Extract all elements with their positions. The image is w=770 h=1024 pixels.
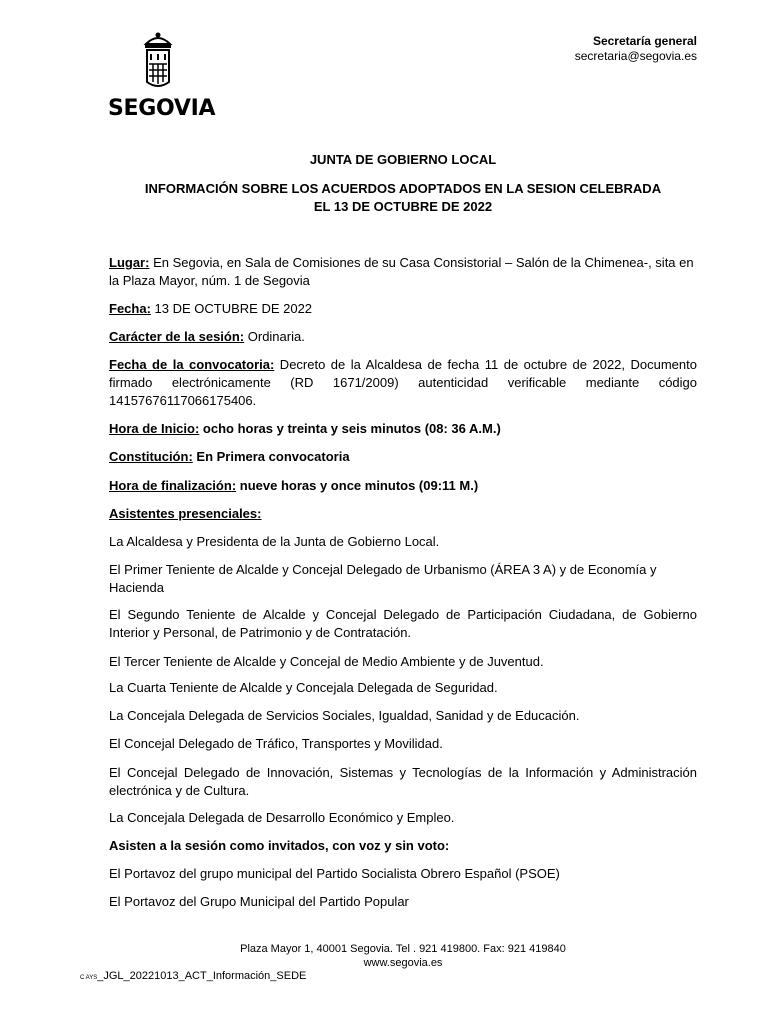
field-colon: : bbox=[188, 449, 193, 464]
field-value: Ordinaria. bbox=[244, 329, 305, 344]
document-reference bbox=[80, 970, 306, 982]
field-hora-finalizacion bbox=[109, 477, 697, 495]
attendee-item: La Alcaldesa y Presidenta de la Junta de Gobierno Local. bbox=[109, 534, 440, 549]
field-label: Asistentes presenciales bbox=[109, 506, 258, 521]
attendee-item: El Tercer Teniente de Alcalde y Concejal de Medio Ambiente y de Juventud. bbox=[109, 654, 544, 669]
subtitle-line-1: INFORMACIÓN SOBRE LOS ACUERDOS ADOPTADOS EN LA SESION CELEBRADA bbox=[144, 181, 662, 196]
field-label: Lugar bbox=[109, 255, 146, 270]
attendee-item: La Concejala Delegada de Desarrollo Económico y Empleo. bbox=[109, 810, 455, 825]
field-label: Fecha de la convocatoria bbox=[109, 357, 270, 372]
field-label: Constitución bbox=[109, 449, 189, 464]
field-colon: : bbox=[146, 301, 151, 316]
field-colon: : bbox=[231, 478, 237, 493]
field-value: nueve horas y once minutos (09:11 M.) bbox=[236, 478, 479, 493]
invited-item: El Portavoz del Grupo Municipal del Partido Popular bbox=[109, 894, 409, 909]
attendee-item: La Cuarta Teniente de Alcalde y Concejala Delegada de Seguridad. bbox=[109, 680, 498, 695]
reference-prefix: C AYS bbox=[80, 975, 98, 981]
attendee-item: El Concejal Delegado de Tráfico, Transportes y Movilidad. bbox=[109, 736, 443, 751]
field-value: 13 DE OCTUBRE DE 2022 bbox=[150, 301, 313, 316]
field-colon: : bbox=[239, 329, 245, 344]
field-hora-inicio bbox=[109, 420, 697, 438]
footer-web: www.segovia.es bbox=[363, 957, 443, 969]
field-constitucion bbox=[109, 448, 697, 466]
field-label: Carácter de la sesión bbox=[109, 329, 240, 344]
field-colon: : bbox=[194, 421, 200, 436]
department-name: Secretaría general bbox=[592, 34, 697, 48]
logo-text: SEGOVIA bbox=[108, 96, 216, 121]
attendee-item: El Segundo Teniente de Alcalde y Concejal Delegado de Participación Ciudadana, de Gobierno Interior y Personal, de Patrimonio y de Contratación. bbox=[109, 607, 697, 640]
field-value: En Segovia, en Sala de Comisiones de su Casa Consistorial – Salón de la Chimenea-, sita en la Plaza Mayor, núm. 1 de Segovia bbox=[109, 255, 694, 288]
page-footer bbox=[108, 942, 698, 970]
field-convocatoria bbox=[109, 356, 697, 410]
field-label: Hora de finalización bbox=[109, 478, 232, 493]
field-value: En Primera convocatoria bbox=[192, 449, 350, 464]
field-fecha bbox=[109, 300, 697, 318]
attendee-item: El Primer Teniente de Alcalde y Concejal Delegado de Urbanismo (ÁREA 3 A) y de Economía y Hacienda bbox=[109, 562, 657, 595]
field-value: ocho horas y treinta y seis minutos (08: 36 A.M.) bbox=[199, 421, 501, 436]
footer-address: Plaza Mayor 1, 40001 Segovia. Tel . 921 419800. Fax: 921 419840 bbox=[240, 943, 566, 955]
field-label: Hora de Inicio bbox=[109, 421, 195, 436]
field-colon: : bbox=[145, 255, 150, 270]
field-caracter bbox=[109, 328, 697, 346]
document-subtitle bbox=[108, 180, 698, 216]
field-value: Decreto de la Alcaldesa de fecha 11 de octubre de 2022, Documento firmado electrónicamente (RD 1671/2009) autenticidad verificable mediante código 14157676117066175406. bbox=[109, 357, 697, 408]
field-lugar bbox=[109, 254, 697, 290]
attendee-item: La Concejala Delegada de Servicios Sociales, Igualdad, Sanidad y de Educación. bbox=[109, 708, 580, 723]
reference-code: _JGL_20221013_ACT_Información_SEDE bbox=[97, 970, 307, 982]
invited-item: El Portavoz del grupo municipal del Partido Socialista Obrero Español (PSOE) bbox=[109, 866, 560, 881]
subtitle-line-2: EL 13 DE OCTUBRE DE 2022 bbox=[313, 199, 493, 214]
department-email: secretaria@segovia.es bbox=[574, 49, 697, 63]
document-title: JUNTA DE GOBIERNO LOCAL bbox=[309, 152, 497, 167]
segovia-logo bbox=[108, 30, 216, 122]
field-colon: : bbox=[269, 357, 275, 372]
field-label: Fecha bbox=[109, 301, 147, 316]
attendee-item: El Concejal Delegado de Innovación, Sistemas y Tecnologías de la Información y Administración electrónica y de Cultura. bbox=[109, 765, 697, 798]
field-colon: : bbox=[257, 506, 262, 521]
invited-heading: Asisten a la sesión como invitados, con voz y sin voto: bbox=[109, 838, 450, 853]
coat-of-arms-icon bbox=[138, 30, 178, 92]
header-contact bbox=[575, 34, 697, 64]
field-asistentes bbox=[109, 505, 697, 523]
